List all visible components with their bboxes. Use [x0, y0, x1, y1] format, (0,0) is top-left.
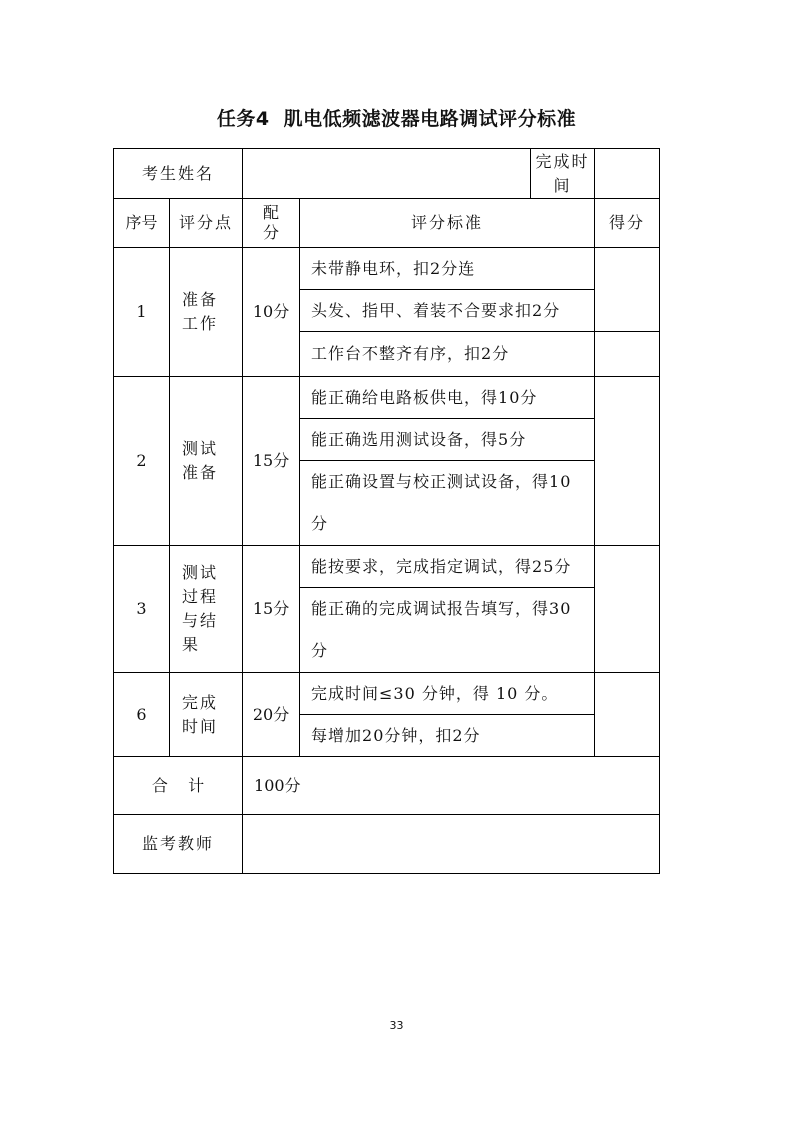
criterion: 每增加20分钟，扣2分: [300, 715, 595, 757]
criterion: 能正确给电路板供电，得10分: [300, 377, 595, 419]
supervisor-label: 监考教师: [114, 815, 243, 874]
criterion: 完成时间≤30 分钟，得 10 分。: [300, 673, 595, 715]
got-cell[interactable]: [595, 673, 660, 757]
criterion: 能正确的完成调试报告填写，得30分: [300, 588, 595, 673]
col-standard: 评分标准: [300, 199, 595, 248]
row-seq: 1: [114, 248, 170, 377]
criterion: 能正确选用测试设备，得5分: [300, 419, 595, 461]
scoring-table: [113, 148, 660, 874]
row-point: 完成时间: [170, 673, 243, 757]
table-row: [114, 673, 660, 715]
table-row: [114, 377, 660, 419]
col-score-line1: 配: [263, 203, 280, 222]
row-score: 20分: [243, 673, 300, 757]
column-header-row: [114, 199, 660, 248]
title-text: 肌电低频滤波器电路调试评分标准: [283, 108, 577, 130]
page-title: [0, 104, 793, 131]
row-score: 10分: [243, 248, 300, 377]
total-label: 合 计: [114, 757, 243, 815]
name-value-cell[interactable]: [243, 149, 531, 199]
supervisor-row: [114, 815, 660, 874]
time-label: 完成时间: [531, 149, 595, 199]
title-task: 任务4: [216, 108, 270, 130]
row-point: 测试过程与结果: [170, 546, 243, 673]
info-row: [114, 149, 660, 199]
criterion: 能正确设置与校正测试设备，得10分: [300, 461, 595, 546]
row-seq: 6: [114, 673, 170, 757]
got-cell[interactable]: [595, 248, 660, 332]
table-row: [114, 248, 660, 290]
got-cell[interactable]: [595, 332, 660, 377]
row-point: 准备工作: [170, 248, 243, 377]
row-score: 15分: [243, 377, 300, 546]
total-value: 100分: [243, 757, 660, 815]
col-score: [243, 199, 300, 248]
supervisor-value-cell[interactable]: [243, 815, 660, 874]
got-cell[interactable]: [595, 546, 660, 673]
col-point: 评分点: [170, 199, 243, 248]
criterion: 能按要求，完成指定调试，得25分: [300, 546, 595, 588]
page-number: 33: [389, 1019, 404, 1032]
row-seq: 2: [114, 377, 170, 546]
got-cell[interactable]: [595, 377, 660, 546]
criterion: 头发、指甲、着装不合要求扣2分: [300, 290, 595, 332]
criterion: 未带静电环，扣2分连: [300, 248, 595, 290]
col-score-line2: 分: [263, 223, 280, 242]
table-row: [114, 546, 660, 588]
row-point: 测试准备: [170, 377, 243, 546]
col-seq: 序号: [114, 199, 170, 248]
name-label: 考生姓名: [114, 149, 243, 199]
total-row: [114, 757, 660, 815]
col-got: 得分: [595, 199, 660, 248]
row-seq: 3: [114, 546, 170, 673]
time-value-cell[interactable]: [595, 149, 660, 199]
criterion: 工作台不整齐有序，扣2分: [300, 332, 595, 377]
row-score: 15分: [243, 546, 300, 673]
